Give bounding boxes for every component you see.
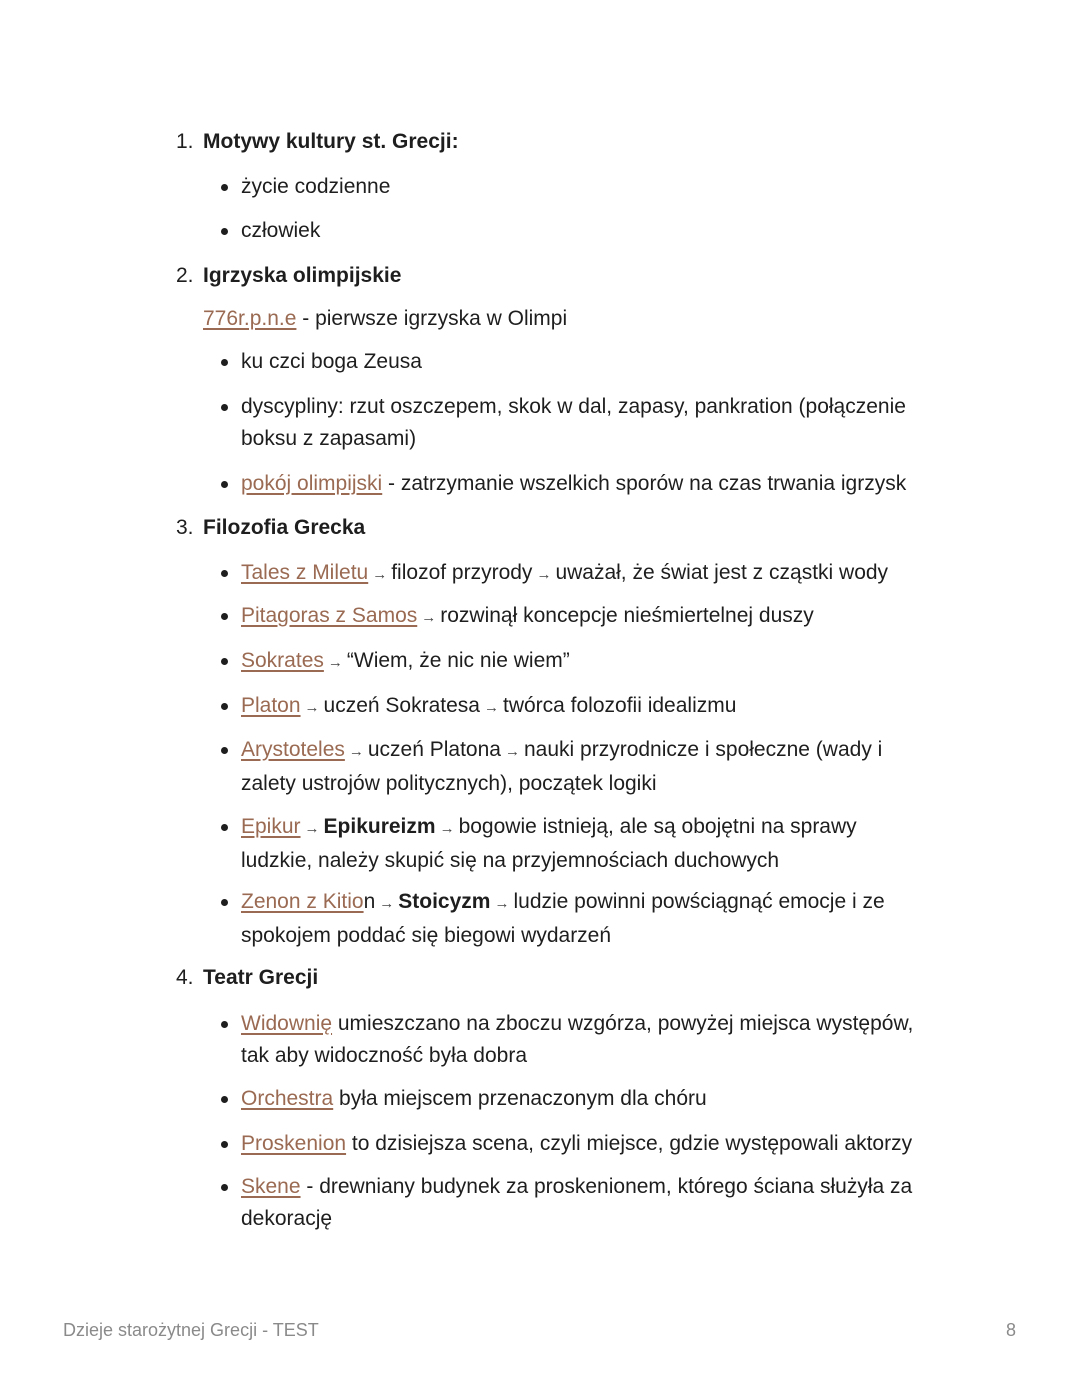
list-item [241, 346, 931, 378]
philosopher-note: uczeń Sokratesa [323, 694, 480, 717]
link-suffix: n [363, 890, 376, 913]
philosopher-note: filozof przyrody [391, 561, 533, 584]
arrow-icon: → [536, 566, 552, 583]
school-name: Epikureizm [323, 815, 436, 838]
arrow-icon: → [379, 895, 395, 912]
list-item-text: - drewniany budynek za proskenionem, którego ściana służyła za dekorację [241, 1175, 913, 1230]
arrow-icon: → [483, 699, 499, 716]
philosopher-link[interactable]: Epikur [241, 815, 301, 838]
theatre-item [241, 1083, 931, 1115]
arrow-icon: → [372, 566, 388, 583]
section-heading [176, 964, 318, 992]
term-link[interactable]: Skene [241, 1175, 301, 1198]
footer-title: Dzieje starożytnej Grecji - TEST [63, 1320, 319, 1340]
arrow-icon: → [439, 820, 455, 837]
arrow-icon: → [327, 654, 343, 671]
school-name: Stoicyzm [398, 890, 491, 913]
list-item-text: umieszczano na zboczu wzgórza, powyżej miejsca występów, tak aby widoczność była dobra [241, 1012, 914, 1067]
arrow-icon: → [304, 699, 320, 716]
list-item-text: dyscypliny: rzut oszczepem, skok w dal, zapasy, pankration (połączenie boksu z zapasami) [241, 395, 906, 450]
section-number: 4. [176, 966, 194, 989]
date-link[interactable]: 776r.p.n.e [203, 307, 297, 330]
philosopher-link[interactable]: Zenon z Kitio [241, 890, 364, 913]
term-link[interactable]: Proskenion [241, 1132, 347, 1155]
arrow-icon: → [304, 820, 320, 837]
arrow-icon: → [494, 895, 510, 912]
section-heading [176, 128, 459, 156]
philosopher-item [241, 645, 931, 679]
theatre-item [241, 1171, 931, 1235]
list-item-text: ku czci boga Zeusa [241, 350, 422, 373]
list-item-text: to dzisiejsza scena, czyli miejsce, gdzie występowali aktorzy [346, 1132, 913, 1155]
section-number: 1. [176, 130, 194, 153]
arrow-icon: → [421, 609, 437, 626]
philosopher-note: uważał, że świat jest z cząstki wody [555, 561, 889, 584]
page-number: 8 [1005, 1320, 1016, 1340]
philosopher-note: “Wiem, że nic nie wiem” [346, 649, 570, 672]
philosopher-item [241, 690, 931, 724]
intro-text: - pierwsze igrzyska w Olimpi [296, 307, 568, 330]
philosopher-link[interactable]: Pitagoras z Samos [241, 604, 418, 627]
philosopher-link[interactable]: Tales z Miletu [241, 561, 369, 584]
philosopher-item [241, 734, 917, 800]
list-item [241, 468, 931, 500]
philosopher-item [241, 557, 931, 591]
philosopher-item [241, 886, 931, 952]
philosopher-link[interactable]: Sokrates [241, 649, 324, 672]
philosopher-link[interactable]: Arystoteles [241, 738, 345, 761]
list-item-text: człowiek [241, 219, 321, 242]
section-title: Igrzyska olimpijskie [203, 264, 402, 287]
section-title: Filozofia Grecka [203, 516, 366, 539]
section-heading [176, 262, 401, 290]
section-number: 2. [176, 264, 194, 287]
term-link[interactable]: Orchestra [241, 1087, 334, 1110]
philosopher-note: rozwinął koncepcje nieśmiertelnej duszy [440, 604, 814, 627]
list-item-text: życie codzienne [241, 175, 391, 198]
section-title: Teatr Grecji [203, 966, 319, 989]
list-item [241, 171, 931, 203]
philosopher-link[interactable]: Platon [241, 694, 301, 717]
section-heading [176, 514, 365, 542]
philosopher-item [241, 600, 931, 634]
term-link[interactable]: pokój olimpijski [241, 472, 383, 495]
theatre-item [241, 1008, 931, 1072]
intro-line [203, 303, 567, 335]
philosopher-note: bogowie istnieją, ale są obojętni na sprawy ludzkie, należy skupić się na przyjemnościach duchowych [241, 815, 857, 872]
philosopher-note: uczeń Platona [367, 738, 501, 761]
list-item [241, 391, 931, 455]
philosopher-item [241, 811, 901, 877]
section-title: Motywy kultury st. Grecji: [203, 130, 459, 153]
section-number: 3. [176, 516, 194, 539]
arrow-icon: → [348, 743, 364, 760]
term-link[interactable]: Widownię [241, 1012, 333, 1035]
philosopher-note: ludzie powinni powściągnąć emocje i ze spokojem poddać się biegowi wydarzeń [241, 890, 885, 947]
list-item [241, 215, 931, 247]
arrow-icon: → [504, 743, 520, 760]
philosopher-note: nauki przyrodnicze i społeczne (wady i zalety ustrojów politycznych), początek logiki [241, 738, 883, 795]
list-item-text: - zatrzymanie wszelkich sporów na czas trwania igrzysk [382, 472, 907, 495]
theatre-item [241, 1128, 941, 1160]
philosopher-note: twórca folozofii idealizmu [502, 694, 737, 717]
list-item-text: była miejscem przenaczonym dla chóru [333, 1087, 707, 1110]
